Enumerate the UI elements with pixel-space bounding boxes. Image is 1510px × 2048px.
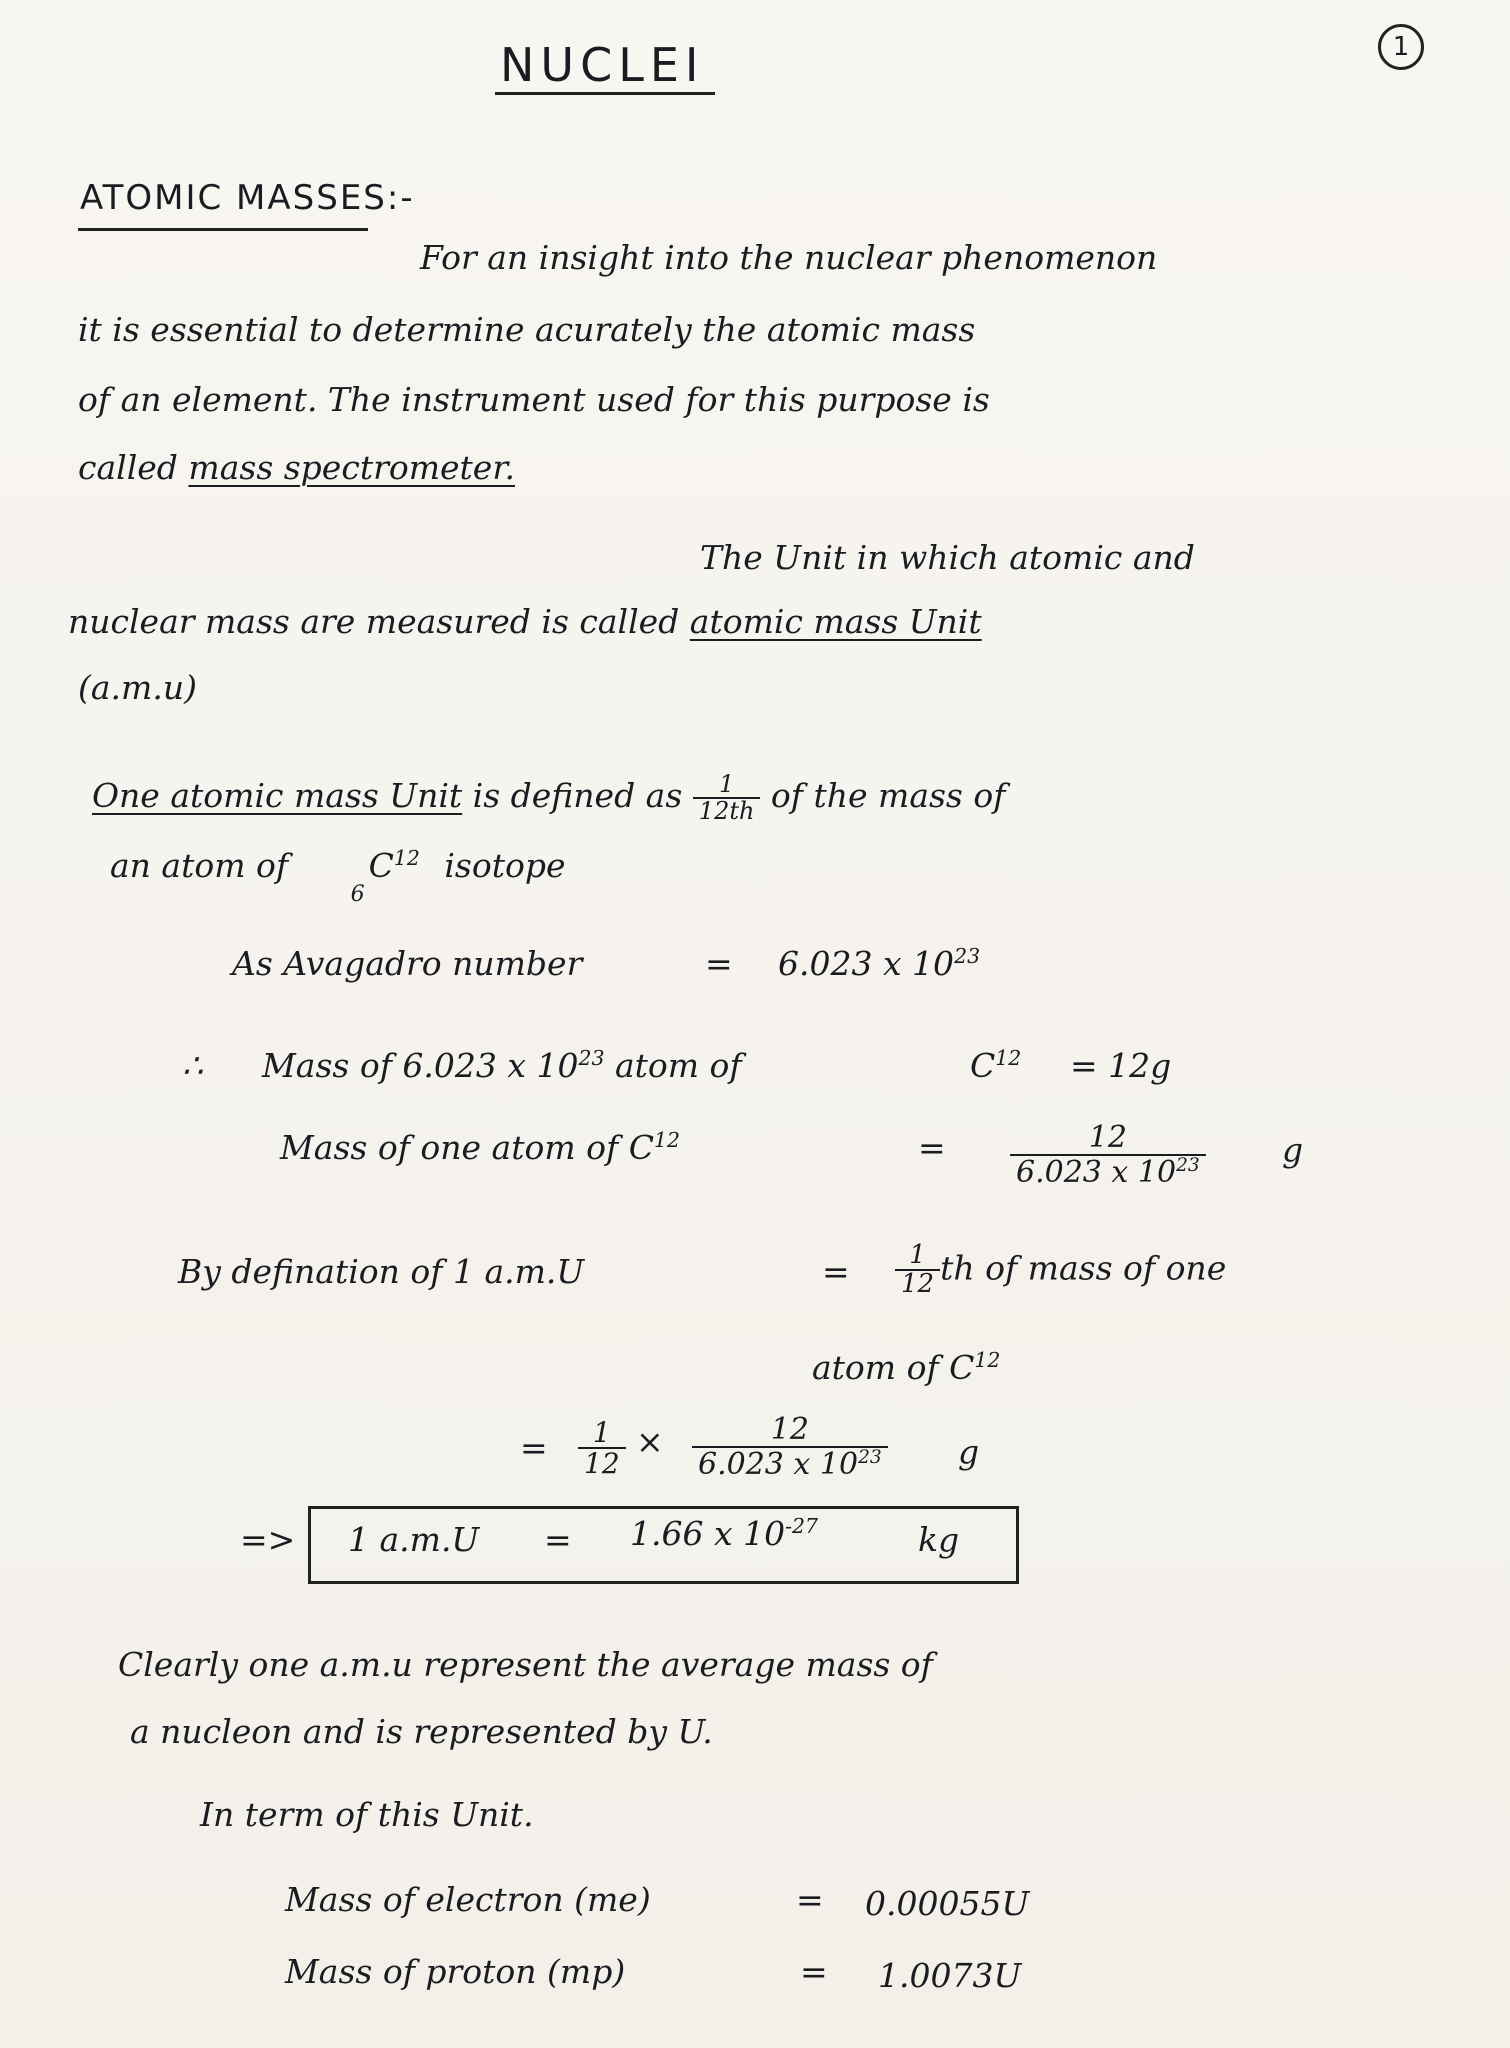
heading-underline (78, 228, 368, 231)
step4-frac-b-num: 12 (692, 1414, 888, 1448)
step3-fraction (895, 1242, 1226, 1299)
avogadro-exponent: 23 (954, 944, 981, 968)
mass-spectrometer-term: mass spectrometer. (188, 448, 515, 487)
step2-frac (1010, 1122, 1206, 1188)
result-value (630, 1514, 818, 1553)
step3-line2 (812, 1348, 1000, 1387)
step2-eq: = (918, 1128, 946, 1167)
step2-fraction (1010, 1122, 1206, 1188)
step2-numerator: 12 (1010, 1122, 1206, 1156)
step3-atom-of: atom of C (812, 1348, 975, 1387)
electron-mass-value: 0.00055U (865, 1884, 1030, 1923)
step1-text (262, 1046, 742, 1085)
step1-result: = 12g (1070, 1046, 1172, 1085)
step2-den-mantissa: 6.023 x 10 (1016, 1154, 1177, 1190)
step4-eq: = (520, 1428, 548, 1467)
step2-text (280, 1128, 680, 1167)
step4-small-fraction (578, 1418, 626, 1479)
step2-lead: Mass of one atom of C (280, 1128, 654, 1167)
definition-line2 (110, 846, 566, 907)
title-underline (495, 92, 715, 95)
avogadro-mantissa: 6.023 x 10 (778, 944, 955, 983)
fraction-denominator: 12th (698, 797, 755, 826)
para2-line3: (a.m.u) (78, 668, 197, 707)
step4-frac-b (692, 1414, 888, 1480)
step3-eq: = (822, 1252, 850, 1291)
step4-frac-b-den (692, 1448, 888, 1481)
carbon-mass-number: 12 (995, 1046, 1022, 1070)
step1-atom-of: atom of (604, 1046, 742, 1085)
step3-text: By defination of 1 a.m.U (178, 1252, 585, 1291)
avogadro-value (778, 944, 980, 983)
step2-mass-number: 12 (653, 1128, 680, 1152)
para3-line1: Clearly one a.m.u represent the average mass of (118, 1645, 933, 1684)
step2-den-exponent: 23 (1176, 1154, 1200, 1176)
para1-line3: of an element. The instrument used for this purpose is (78, 380, 990, 419)
result-unit: kg (918, 1520, 960, 1559)
para1-line2: it is essential to determine acurately the atomic mass (78, 310, 976, 349)
step1-carbon (970, 1046, 1021, 1085)
isotope-symbol: C (368, 846, 394, 885)
step3-denominator: 12 (901, 1269, 935, 1300)
isotope-word: isotope (444, 846, 566, 885)
step4-frac-a (578, 1418, 626, 1479)
definition-line1 (92, 772, 1005, 824)
para1-line4-lead: called (78, 448, 189, 487)
para2-line2 (68, 602, 982, 641)
avogadro-label: As Avagadro number (232, 944, 583, 983)
one-twelfth-fraction (693, 772, 761, 824)
step3-mass-number: 12 (974, 1348, 1001, 1372)
electron-mass-eq: = (796, 1880, 824, 1919)
para2-line1: The Unit in which atomic and (700, 538, 1195, 577)
step2-denominator (1010, 1156, 1206, 1189)
result-arrow: => (240, 1520, 296, 1559)
para1-line4 (78, 448, 515, 487)
step4-big-fraction (692, 1414, 888, 1480)
step3-rest: th of mass of one (940, 1248, 1227, 1288)
step1-exponent: 23 (578, 1046, 605, 1070)
proton-mass-label: Mass of proton (mp) (285, 1952, 626, 1991)
result-label: 1 a.m.U (348, 1520, 480, 1559)
proton-mass-eq: = (800, 1952, 828, 1991)
carbon-symbol: C (970, 1046, 996, 1085)
amu-term: atomic mass Unit (689, 602, 982, 641)
step1-lead: Mass of 6.023 x 10 (262, 1046, 579, 1085)
step4-den-exponent: 23 (858, 1446, 882, 1468)
definition-line2-lead: an atom of (110, 846, 289, 885)
para2-line2-lead: nuclear mass are measured is called (68, 602, 690, 641)
section-heading: ATOMIC MASSES:- (80, 178, 415, 218)
page-number: 1 (1378, 24, 1424, 70)
para3-line2: a nucleon and is represented by U. (130, 1712, 713, 1751)
step2-unit: g (1282, 1130, 1304, 1169)
para1-line1: For an insight into the nuclear phenomenon (420, 238, 1158, 277)
definition-tail: of the mass of (760, 776, 1006, 816)
step4-frac-a-num: 1 (578, 1418, 626, 1449)
step4-frac-a-den: 12 (584, 1447, 620, 1481)
page-title: NUCLEI (500, 38, 705, 92)
isotope-atomic-number: 6 (350, 882, 365, 907)
avogadro-eq: = (705, 944, 733, 983)
therefore-symbol: ∴ (182, 1046, 203, 1085)
result-exponent: -27 (785, 1514, 818, 1538)
isotope-mass-number: 12 (393, 846, 420, 870)
step4-den-mantissa: 6.023 x 10 (698, 1446, 859, 1482)
electron-mass-label: Mass of electron (me) (285, 1880, 651, 1919)
step4-unit: g (958, 1432, 980, 1471)
para3-line3: In term of this Unit. (200, 1795, 534, 1834)
step4-times: × (636, 1422, 664, 1461)
definition-term: One atomic mass Unit (92, 776, 463, 816)
step3-numerator: 1 (895, 1242, 940, 1271)
result-mantissa: 1.66 x 10 (630, 1514, 786, 1553)
result-eq: = (544, 1520, 572, 1559)
fraction-numerator: 1 (693, 772, 761, 799)
proton-mass-value: 1.0073U (878, 1956, 1022, 1995)
definition-text: is defined as (462, 776, 693, 816)
carbon-isotope (350, 846, 420, 907)
step3-frac (895, 1242, 940, 1299)
